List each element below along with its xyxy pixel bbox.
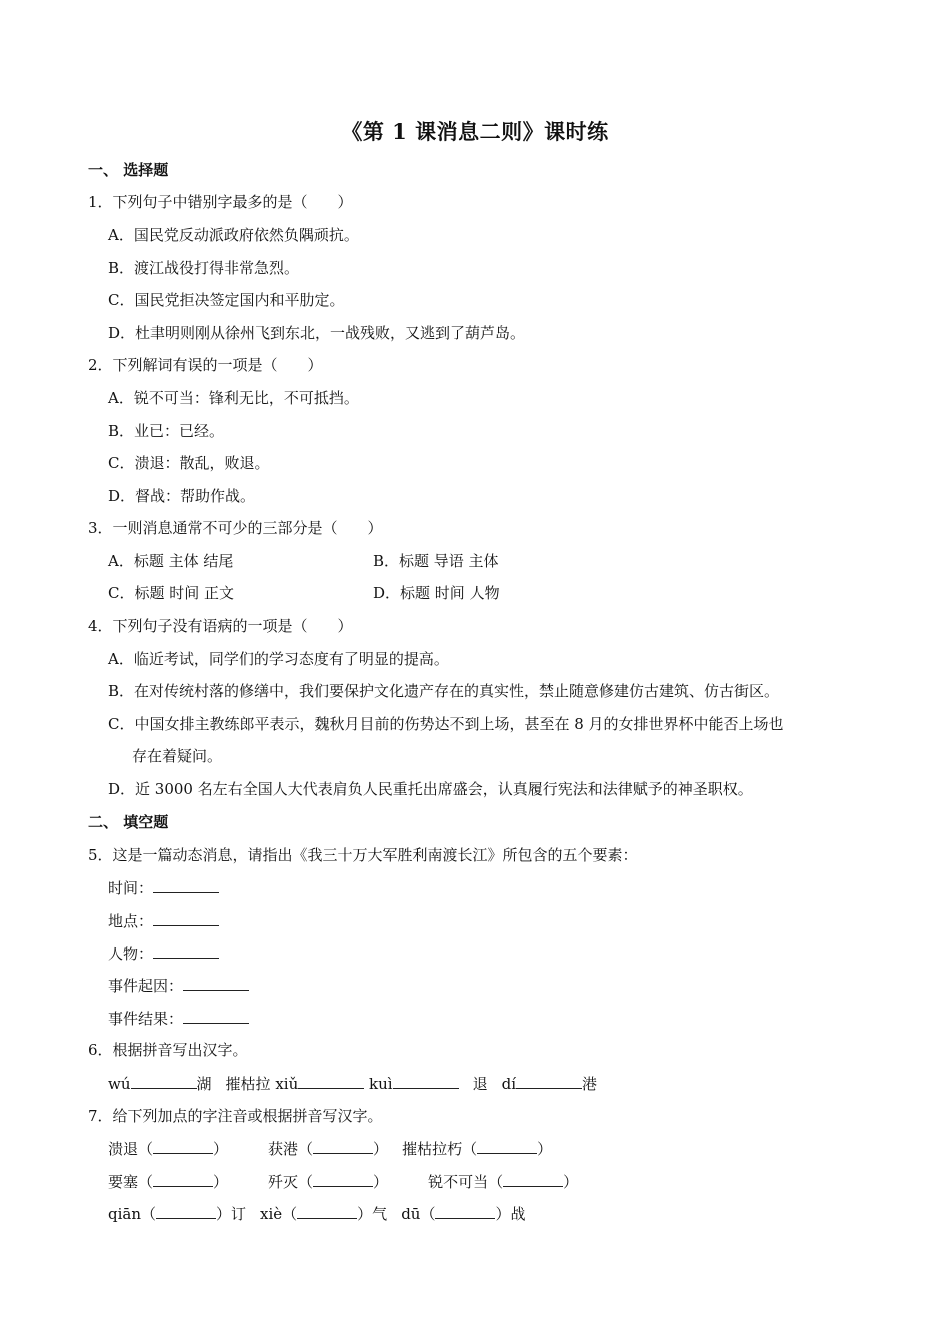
item-du: dū（	[401, 1205, 436, 1223]
question-7-row-3	[108, 1203, 525, 1224]
qian-blank[interactable]	[156, 1203, 216, 1219]
place-blank[interactable]	[153, 910, 219, 926]
du-blank[interactable]	[435, 1203, 495, 1219]
result-blank[interactable]	[183, 1008, 249, 1024]
question-3-option-a: A．标题 主体 结尾	[108, 552, 234, 570]
question-4-option-d: D．近 3000 名左右全国人大代表肩负人民重托出席盛会，认真履行宪法和法律赋予的神圣职权。	[108, 780, 753, 798]
item-huogang: 获港（	[268, 1140, 314, 1158]
page-title: 《第 1 课消息二则》课时练	[341, 119, 609, 144]
person-label: 人物：	[108, 945, 154, 963]
question-2-option-d: D．督战：帮助作战。	[108, 487, 256, 505]
question-5-place-row	[108, 910, 219, 931]
huogang-blank[interactable]	[313, 1138, 373, 1154]
paren-close: ）	[373, 1140, 389, 1158]
item-kuitui: 溃退（	[108, 1140, 154, 1158]
question-1-option-d: D．杜聿明则刚从徐州飞到东北，一战残败，又逃到了葫芦岛。	[108, 324, 526, 342]
ruibukedang-blank[interactable]	[503, 1171, 563, 1187]
paren-close: ）	[563, 1173, 579, 1191]
question-2-stem: 2．下列解词有误的一项是（ ）	[88, 356, 323, 374]
pinyin-xiu: xiǔ	[275, 1075, 299, 1093]
question-6-stem: 6．根据拼音写出汉字。	[88, 1041, 248, 1059]
question-4-stem: 4．下列句子没有语病的一项是（ ）	[88, 617, 353, 635]
item-cuikulaxiu: 摧枯拉朽（	[402, 1140, 478, 1158]
cuikulaxiu-blank[interactable]	[477, 1138, 537, 1154]
item-xie-suffix: ）气	[357, 1205, 388, 1223]
paren-close: ）	[373, 1173, 389, 1191]
wu-blank[interactable]	[131, 1073, 197, 1089]
cause-blank[interactable]	[183, 975, 249, 991]
section-heading-choice: 一、 选择题	[88, 161, 169, 179]
word-gang: 港	[582, 1075, 598, 1093]
question-4-option-b: B．在对传统村落的修缮中，我们要保护文化遗产存在的真实性，禁止随意修建仿古建筑、仿古街区。	[108, 682, 780, 700]
word-tui: 退	[472, 1075, 488, 1093]
question-5-result-row	[108, 1008, 249, 1029]
question-1-stem: 1．下列句子中错别字最多的是（ ）	[88, 193, 353, 211]
paren-close: ）	[213, 1173, 229, 1191]
question-3-option-d: D．标题 时间 人物	[373, 584, 500, 602]
question-5-person-row	[108, 943, 219, 964]
question-4-option-a: A．临近考试，同学们的学习态度有了明显的提高。	[108, 650, 449, 668]
question-2-option-c: C．溃退：散乱，败退。	[108, 454, 270, 472]
question-1-option-b: B．渡江战役打得非常急烈。	[108, 259, 300, 277]
item-qian-suffix: ）订	[216, 1205, 247, 1223]
cause-label: 事件起因：	[108, 977, 184, 995]
xie-blank[interactable]	[297, 1203, 357, 1219]
result-label: 事件结果：	[108, 1010, 184, 1028]
question-2-option-a: A．锐不可当：锋利无比，不可抵挡。	[108, 389, 359, 407]
question-6-row	[108, 1073, 597, 1094]
di-blank[interactable]	[516, 1073, 582, 1089]
question-4-option-c-continued: 存在着疑问。	[132, 747, 223, 765]
question-3-stem: 3．一则消息通常不可少的三部分是（ ）	[88, 519, 383, 537]
question-3-option-c: C．标题 时间 正文	[108, 584, 235, 602]
question-4-option-c: C．中国女排主教练郎平表示，魏秋月目前的伤势达不到上场，甚至在 8 月的女排世界杯中能否上场也	[108, 715, 784, 733]
item-jianmie: 歼灭（	[268, 1173, 314, 1191]
section-heading-fill: 二、 填空题	[88, 813, 169, 831]
time-label: 时间：	[108, 879, 154, 897]
kui-blank[interactable]	[393, 1073, 459, 1089]
question-1-option-a: A．国民党反动派政府依然负隅顽抗。	[108, 226, 359, 244]
question-7-stem: 7．给下列加点的字注音或根据拼音写汉字。	[88, 1107, 383, 1125]
paren-close: ）	[213, 1140, 229, 1158]
question-3-option-b: B．标题 导语 主体	[373, 552, 499, 570]
question-5-stem: 5．这是一篇动态消息，请指出《我三十万大军胜利南渡长江》所包含的五个要素：	[88, 846, 638, 864]
xiu-blank[interactable]	[298, 1073, 364, 1089]
item-ruibukedang: 锐不可当（	[428, 1173, 504, 1191]
item-du-suffix: ）战	[495, 1205, 526, 1223]
time-blank[interactable]	[153, 877, 219, 893]
question-7-row-1	[108, 1138, 552, 1159]
question-5-cause-row	[108, 975, 249, 996]
item-yaosai: 要塞（	[108, 1173, 154, 1191]
person-blank[interactable]	[153, 943, 219, 959]
pinyin-wu: wú	[108, 1075, 131, 1093]
jianmie-blank[interactable]	[313, 1171, 373, 1187]
question-1-option-c: C．国民党拒决签定国内和平肋定。	[108, 291, 345, 309]
pinyin-kui: kuì	[369, 1075, 393, 1093]
paren-close: ）	[537, 1140, 553, 1158]
word-hu: 湖	[196, 1075, 212, 1093]
question-2-option-b: B．业已：已经。	[108, 422, 225, 440]
word-cuikula: 摧枯拉	[225, 1075, 271, 1093]
kuitui-blank[interactable]	[153, 1138, 213, 1154]
place-label: 地点：	[108, 912, 154, 930]
question-7-row-2	[108, 1171, 578, 1192]
yaosai-blank[interactable]	[153, 1171, 213, 1187]
question-5-time-row	[108, 877, 219, 898]
item-qian: qiān（	[108, 1205, 157, 1223]
item-xie: xiè（	[260, 1205, 298, 1223]
pinyin-di: dí	[501, 1075, 516, 1093]
